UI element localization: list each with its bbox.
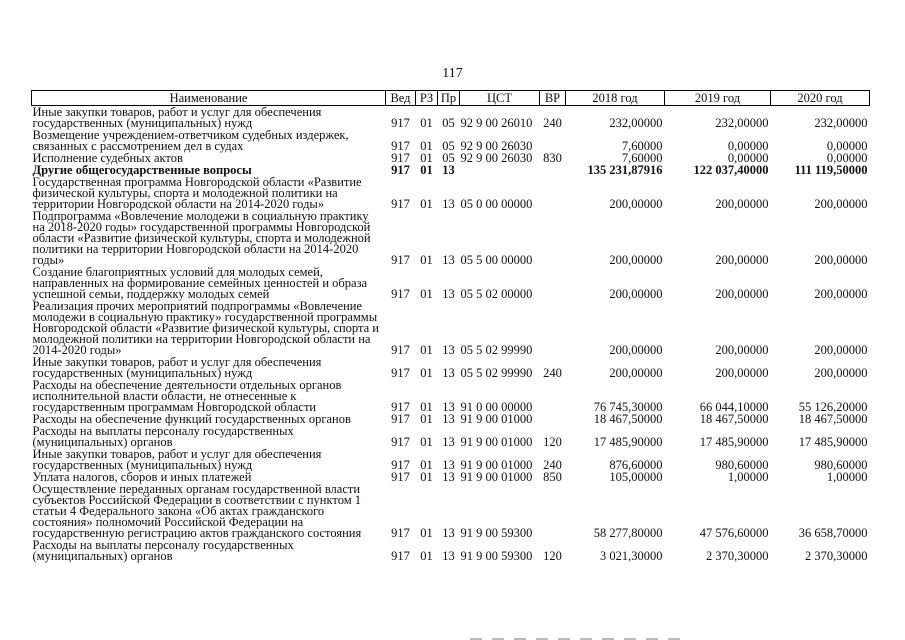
cell-rz: 01 — [420, 253, 433, 267]
cell-2018: 200,00000 — [609, 197, 663, 211]
cell-name: Возмещение учреждением-ответчиком судебных издержек, связанных с рассмотрением дел в судах — [32, 128, 349, 153]
cell-pr: 13 — [442, 435, 455, 449]
cell-rz: 01 — [420, 400, 433, 414]
cell-pr: 13 — [442, 163, 455, 177]
cell-2019: 232,00000 — [715, 116, 769, 130]
cell-name: Иные закупки товаров, работ и услуг для обеспечения государственных (муниципальных) нужд — [32, 105, 322, 130]
cell-2018: 58 277,80000 — [593, 526, 663, 540]
col-header-pr: Пр — [438, 91, 460, 106]
cell-ved: 917 — [391, 366, 410, 380]
cell-rz: 01 — [420, 470, 433, 484]
cell-pr: 13 — [442, 366, 455, 380]
cell-cst: 91 0 00 00000 — [460, 400, 533, 414]
cell-2018: 876,60000 — [609, 458, 663, 472]
cell-2020: 232,00000 — [814, 116, 868, 130]
cell-2019: 18 467,50000 — [699, 412, 769, 426]
cell-cst: 05 5 02 99990 — [460, 343, 533, 357]
cell-pr: 13 — [442, 287, 455, 301]
cell-name: Расходы на обеспечение функций государственных органов — [32, 412, 351, 426]
cell-name: Иные закупки товаров, работ и услуг для обеспечения государственных (муниципальных) нужд — [32, 447, 322, 472]
cell-ved: 917 — [391, 343, 410, 357]
col-header-2019: 2019 год — [665, 91, 771, 106]
table-row — [32, 356, 870, 379]
table-row — [32, 266, 870, 300]
cell-vr — [540, 266, 566, 300]
table-header-row — [32, 91, 870, 106]
cell-2018: 200,00000 — [609, 287, 663, 301]
cell-rz: 01 — [420, 116, 433, 130]
cell-pr: 13 — [442, 549, 455, 563]
cell-rz: 01 — [420, 139, 433, 153]
cell-2018: 232,00000 — [609, 116, 663, 130]
page-number: 117 — [442, 66, 463, 81]
cell-cst: 05 5 00 00000 — [460, 253, 533, 267]
cell-2020: 18 467,50000 — [798, 412, 868, 426]
cell-2019: 200,00000 — [715, 197, 769, 211]
table-row — [32, 448, 870, 471]
cell-2019: 200,00000 — [715, 343, 769, 357]
cell-2020: 1,00000 — [826, 470, 868, 484]
cell-ved: 917 — [391, 549, 410, 563]
cell-2019: 2 370,30000 — [706, 549, 769, 563]
table-row — [32, 425, 870, 448]
cell-vr: 240 — [543, 458, 562, 472]
col-header-ved: Вед — [386, 91, 416, 106]
cell-rz: 01 — [420, 197, 433, 211]
cell-vr: 240 — [543, 366, 562, 380]
cell-2018: 200,00000 — [609, 343, 663, 357]
table-row — [32, 106, 870, 130]
cell-ved: 917 — [391, 470, 410, 484]
cell-2020: 200,00000 — [814, 197, 868, 211]
cell-rz: 01 — [420, 435, 433, 449]
cell-pr: 13 — [442, 526, 455, 540]
cell-2018: 7,60000 — [621, 151, 663, 165]
cell-2020: 111 119,50000 — [794, 163, 868, 177]
cell-2020: 200,00000 — [814, 253, 868, 267]
cell-cst: 92 9 00 26010 — [460, 116, 533, 130]
cell-2018: 17 485,90000 — [593, 435, 663, 449]
table-row — [32, 483, 870, 539]
cell-2018: 200,00000 — [609, 253, 663, 267]
cell-cst: 91 9 00 01000 — [460, 470, 533, 484]
cell-ved: 917 — [391, 458, 410, 472]
cell-pr: 13 — [442, 253, 455, 267]
cell-cst: 05 5 02 00000 — [460, 287, 533, 301]
cell-ved: 917 — [391, 400, 410, 414]
cell-rz: 01 — [420, 163, 433, 177]
cell-pr: 05 — [442, 116, 455, 130]
cell-pr: 13 — [442, 400, 455, 414]
table-row — [32, 300, 870, 356]
col-header-rz: РЗ — [416, 91, 438, 106]
cell-name: Осуществление переданных органам государственной власти субъектов Российской Федерации в соответствии с пунктом 1 статьи 4 Федерального закона «Об актах гражданского состояния» полномочий Российской Федерации на государственную регистрацию актов гражданского состояния — [32, 482, 362, 540]
cell-vr: 850 — [543, 470, 562, 484]
cell-name: Исполнение судебных актов — [32, 151, 183, 165]
col-header-name: Наименование — [32, 91, 386, 106]
cell-pr: 13 — [442, 343, 455, 357]
cell-pr: 05 — [442, 139, 455, 153]
col-header-vr: ВР — [540, 91, 566, 106]
cell-pr: 13 — [442, 412, 455, 426]
cell-2020: 200,00000 — [814, 343, 868, 357]
cell-2018: 105,00000 — [609, 470, 663, 484]
cell-2019: 200,00000 — [715, 287, 769, 301]
cell-name: Расходы на выплаты персоналу государственных (муниципальных) органов — [32, 538, 294, 563]
cell-rz: 01 — [420, 526, 433, 540]
cell-rz: 01 — [420, 151, 433, 165]
cell-name: Реализация прочих мероприятий подпрограммы «Вовлечение молодежи в социальную практику» государственной программы Новгородской области «Развитие физической культуры, спорта и молодежной политики на территории Новгородской области на 2014-2020 годы» — [32, 299, 379, 357]
cell-cst: 91 9 00 59300 — [460, 526, 533, 540]
cell-pr: 13 — [442, 470, 455, 484]
cell-vr — [540, 379, 566, 413]
table-row — [32, 210, 870, 266]
cell-cst — [460, 164, 540, 176]
cell-2020: 55 126,20000 — [798, 400, 868, 414]
cell-rz: 01 — [420, 287, 433, 301]
table-body — [32, 106, 870, 563]
cell-2020: 36 658,70000 — [798, 526, 868, 540]
cell-ved: 917 — [391, 412, 410, 426]
cell-2019: 0,00000 — [727, 139, 769, 153]
cell-vr: 120 — [543, 435, 562, 449]
cell-rz: 01 — [420, 343, 433, 357]
cell-2019: 122 037,40000 — [693, 163, 769, 177]
cell-2020: 2 370,30000 — [805, 549, 868, 563]
cell-ved: 917 — [391, 139, 410, 153]
cell-ved: 917 — [391, 197, 410, 211]
cell-2018: 200,00000 — [609, 366, 663, 380]
cell-2018: 7,60000 — [621, 139, 663, 153]
cell-pr: 05 — [442, 151, 455, 165]
table-row — [32, 129, 870, 152]
cell-pr: 13 — [442, 197, 455, 211]
budget-table — [31, 90, 870, 562]
cell-2020: 980,60000 — [814, 458, 868, 472]
cell-cst: 05 5 02 99990 — [460, 366, 533, 380]
cell-2018: 18 467,50000 — [593, 412, 663, 426]
cell-2019: 47 576,60000 — [699, 526, 769, 540]
cell-2018: 135 231,87916 — [587, 163, 663, 177]
cell-2019: 980,60000 — [715, 458, 769, 472]
cell-2020: 17 485,90000 — [798, 435, 868, 449]
table-row — [32, 539, 870, 562]
cell-2020: 0,00000 — [826, 139, 868, 153]
cell-ved: 917 — [391, 253, 410, 267]
cell-2019: 17 485,90000 — [699, 435, 769, 449]
cell-rz: 01 — [420, 366, 433, 380]
cell-cst: 91 9 00 01000 — [460, 458, 533, 472]
table-row — [32, 176, 870, 210]
table-row — [32, 379, 870, 413]
cell-ved: 917 — [391, 151, 410, 165]
cell-name: Расходы на выплаты персоналу государственных (муниципальных) органов — [32, 424, 294, 449]
cell-vr — [540, 164, 566, 176]
cell-2018: 3 021,30000 — [600, 549, 663, 563]
cell-rz: 01 — [420, 458, 433, 472]
cell-name: Создание благоприятных условий для молодых семей, направленных на формирование семейных ценностей и образа успешной семьи, поддержку молодых семей — [32, 265, 368, 301]
cell-ved: 917 — [391, 287, 410, 301]
cell-vr — [540, 176, 566, 210]
cell-2019: 1,00000 — [727, 470, 769, 484]
cell-name: Другие общегосударственные вопросы — [32, 163, 252, 177]
cell-cst: 91 9 00 01000 — [460, 435, 533, 449]
cell-vr — [540, 483, 566, 539]
col-header-cst: ЦСТ — [460, 91, 540, 106]
cell-name: Уплата налогов, сборов и иных платежей — [32, 470, 252, 484]
cell-ved: 917 — [391, 163, 410, 177]
cell-2020: 200,00000 — [814, 287, 868, 301]
cell-vr — [540, 210, 566, 266]
cell-vr: 240 — [543, 116, 562, 130]
cell-cst: 91 9 00 01000 — [460, 412, 533, 426]
cell-2019: 66 044,10000 — [699, 400, 769, 414]
cell-name: Государственная программа Новгородской области «Развитие физической культуры, спорта и молодежной политики на территории Новгородской области на 2014-2020 годы» — [32, 175, 362, 211]
cell-2019: 200,00000 — [715, 253, 769, 267]
cell-cst: 92 9 00 26030 — [460, 151, 533, 165]
col-header-2018: 2018 год — [566, 91, 665, 106]
cell-ved: 917 — [391, 116, 410, 130]
cell-ved: 917 — [391, 435, 410, 449]
cell-name: Расходы на обеспечение деятельности отдельных органов исполнительной власти области, не отнесенные к государственным программам Новгородской области — [32, 378, 342, 414]
cell-name: Подпрограмма «Вовлечение молодежи в социальную практику на 2018-2020 годы» государственной программы Новгородской области «Развитие физической культуры, спорта и молодежной политики на территории Новгородской области на 2014-2020 годы» — [32, 209, 371, 267]
cell-name: Иные закупки товаров, работ и услуг для обеспечения государственных (муниципальных) нужд — [32, 355, 322, 380]
cell-2018: 76 745,30000 — [593, 400, 663, 414]
cell-vr: 120 — [543, 549, 562, 563]
cell-vr: 830 — [543, 151, 562, 165]
cell-rz: 01 — [420, 412, 433, 426]
cell-cst: 05 0 00 00000 — [460, 197, 533, 211]
col-header-2020: 2020 год — [771, 91, 870, 106]
cell-2019: 0,00000 — [727, 151, 769, 165]
cell-cst: 92 9 00 26030 — [460, 139, 533, 153]
cell-2020: 0,00000 — [826, 151, 868, 165]
cell-2020: 200,00000 — [814, 366, 868, 380]
cell-vr — [540, 300, 566, 356]
cell-rz: 01 — [420, 549, 433, 563]
cell-vr — [540, 413, 566, 425]
cell-pr: 13 — [442, 458, 455, 472]
cell-2019: 200,00000 — [715, 366, 769, 380]
cell-vr — [540, 129, 566, 152]
cell-ved: 917 — [391, 526, 410, 540]
cell-cst: 91 9 00 59300 — [460, 549, 533, 563]
